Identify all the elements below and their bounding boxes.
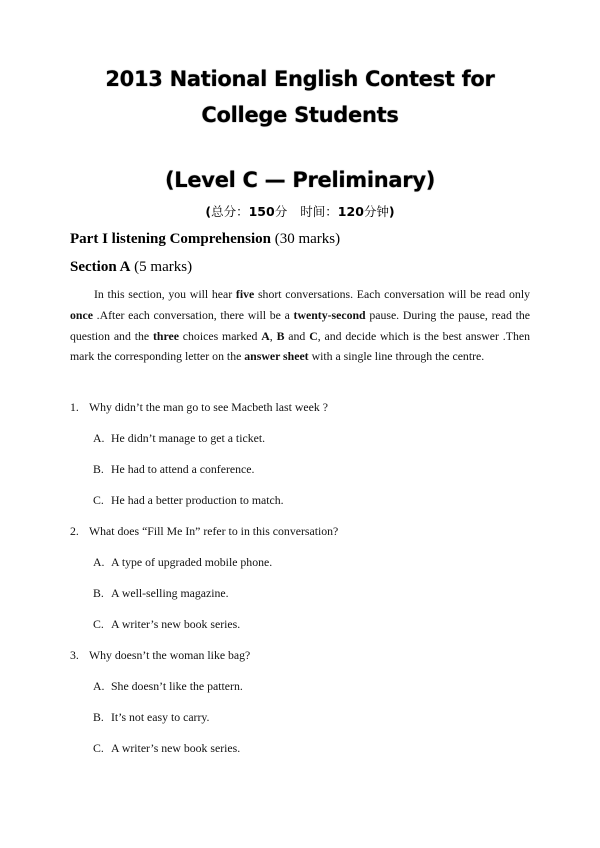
time-unit: 分钟: [363, 204, 389, 219]
question-2-option-c: C. A writer’s new book series.: [93, 617, 241, 631]
question-1-option-a: A. He didn’t manage to get a ticket.: [93, 431, 266, 445]
score-time-info: [0, 202, 600, 220]
exam-title-line-2: College Students: [201, 103, 399, 127]
question-3-option-b: B. It’s not easy to carry.: [93, 710, 210, 724]
section-title: Section A: [70, 259, 131, 275]
question-1-option-c: C. He had a better production to match.: [93, 493, 284, 507]
instructions-paragraph: In this section, you will hear five short conversations. Each conversation will be read only once .After each conversation, there will be a twenty-second pause. During the pause, read the question and the three choices marked A, B and C, and decide which is the best answer .Then mark the corresponding letter on the answer sheet with a single line through the centre.: [70, 287, 531, 364]
question-1-option-b: B. He had to attend a conference.: [93, 462, 255, 476]
total-score-value: 150: [248, 204, 275, 219]
time-value: 120: [337, 204, 364, 219]
part-marks: (30 marks): [274, 231, 341, 247]
section-heading: [70, 259, 192, 276]
question-number: 3.: [70, 648, 79, 662]
question-2-option-b: B. A well-selling magazine.: [93, 586, 229, 600]
question-3: [70, 648, 250, 663]
question-text: Why didn’t the man go to see Macbeth last week ?: [89, 400, 328, 414]
question-2: [70, 524, 338, 539]
exam-title-line-1: 2013 National English Contest for: [105, 67, 495, 91]
question-number: 2.: [70, 524, 79, 538]
question-3-option-c: C. A writer’s new book series.: [93, 741, 241, 755]
question-number: 1.: [70, 400, 79, 414]
question-2-option-a: A. A type of upgraded mobile phone.: [93, 555, 273, 569]
question-text: What does “Fill Me In” refer to in this conversation?: [89, 524, 339, 538]
part-heading: [70, 231, 340, 248]
exam-level: (Level C — Preliminary): [164, 168, 436, 192]
section-marks: (5 marks): [134, 259, 193, 275]
total-score-label: 总分：: [211, 204, 249, 219]
part-title: Part I listening Comprehension: [70, 231, 271, 247]
score-close-paren: ): [388, 204, 395, 219]
question-1: [70, 400, 328, 415]
score-open-paren: (: [205, 204, 212, 219]
question-3-option-a: A. She doesn’t like the pattern.: [93, 679, 243, 693]
time-label: 时间：: [300, 204, 338, 219]
question-text: Why doesn’t the woman like bag?: [89, 648, 251, 662]
total-score-unit: 分: [274, 204, 288, 219]
